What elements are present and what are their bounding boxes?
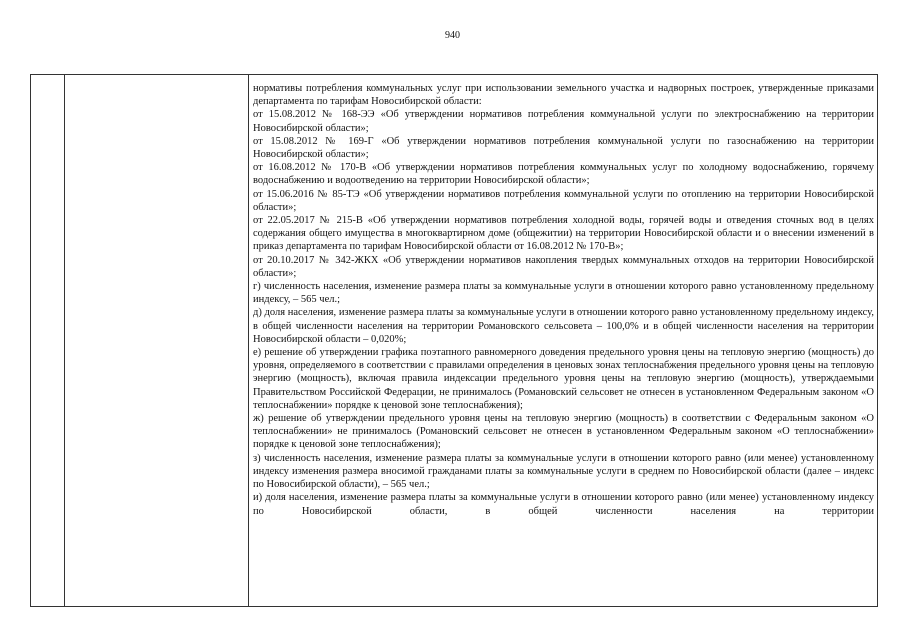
paragraph: ж) решение об утверждении предельного уровня цены на тепловую энергию (мощность) в соответствии с Федеральным законом «О теплоснабжении» не принималось (Романовский сельсовет не отнесен в установленном Федеральным законом «О теплоснабжении» порядке к ценовой зоне теплоснабжения); [253, 413, 874, 451]
paragraph: и) доля населения, изменение размера платы за коммунальные услуги в отношении которого равно (или менее) установленному индексу по Новосибирской области, в общей численности населения на территории [253, 492, 874, 517]
paragraph: от 15.08.2012 № 168-ЭЭ «Об утверждении нормативов потребления коммунальной услуги по электроснабжению на территории Новосибирской области»; [253, 109, 874, 134]
paragraph: от 16.08.2012 № 170-В «Об утверждении нормативов потребления коммунальных услуг по холодному водоснабжению, горячему водоснабжению и водоотведению на территории Новосибирской области»; [253, 162, 874, 187]
table-column-name [65, 75, 249, 606]
paragraph: д) доля населения, изменение размера платы за коммунальные услуги в отношении которого равно установленному предельному индексу, в общей численности населения на территории Романовского сельсовета – 100,0% и в общей численности населения на территории Новосибирской области – 0,020%; [253, 307, 874, 345]
table-column-content [253, 82, 874, 518]
table-column-number [31, 75, 65, 606]
paragraph: нормативы потребления коммунальных услуг при использовании земельного участка и надворных построек, утвержденные приказами департамента по тарифам Новосибирской области: [253, 83, 874, 108]
paragraph: от 20.10.2017 № 342-ЖКХ «Об утверждении нормативов накопления твердых коммунальных отходов на территории Новосибирской области»; [253, 254, 874, 279]
paragraph: з) численность населения, изменение размера платы за коммунальные услуги в отношении которого равно (или менее) установленному индексу изменения размера вносимой гражданами платы за коммунальные услуги в среднем по Новосибирской области (далее – индекс по Новосибирской области), – 565 чел.; [253, 452, 874, 491]
page-number: 940 [445, 30, 460, 41]
paragraph: от 15.08.2012 № 169-Г «Об утверждении нормативов потребления коммунальной услуги по газоснабжению на территории Новосибирской области»; [253, 135, 874, 161]
document-table [30, 74, 878, 607]
paragraph: от 22.05.2017 № 215-В «Об утверждении нормативов потребления холодной воды, горячей воды и отведения сточных вод в целях содержания общего имущества в многоквартирном доме (общежитии) на территории Новосибирской области и о внесении изменений в приказ департамента по тарифам Новосибирской области от 16.08.2012 № 170-В»; [253, 215, 874, 253]
paragraph: г) численность населения, изменение размера платы за коммунальные услуги в отношении которого равно установленному предельному индексу, – 565 чел.; [253, 281, 874, 306]
paragraph: е) решение об утверждении графика поэтапного равномерного доведения предельного уровня цены на тепловую энергию (мощность) до уровня, определяемого в соответствии с правилами определения в ценовых зонах теплоснабжения предельного уровня цены на тепловую энергию (мощность), включая правила индексации предельного уровня цены на тепловую энергию (мощность), утверждаемыми Правительством Российской Федерации, не принималось (Романовский сельсовет не отнесен в установленном Федеральным законом «О теплоснабжении» порядке к ценовой зоне теплоснабжения); [253, 347, 874, 411]
paragraph: от 15.06.2016 № 85-ТЭ «Об утверждении нормативов потребления коммунальной услуги по отоплению на территории Новосибирской области»; [253, 188, 874, 213]
